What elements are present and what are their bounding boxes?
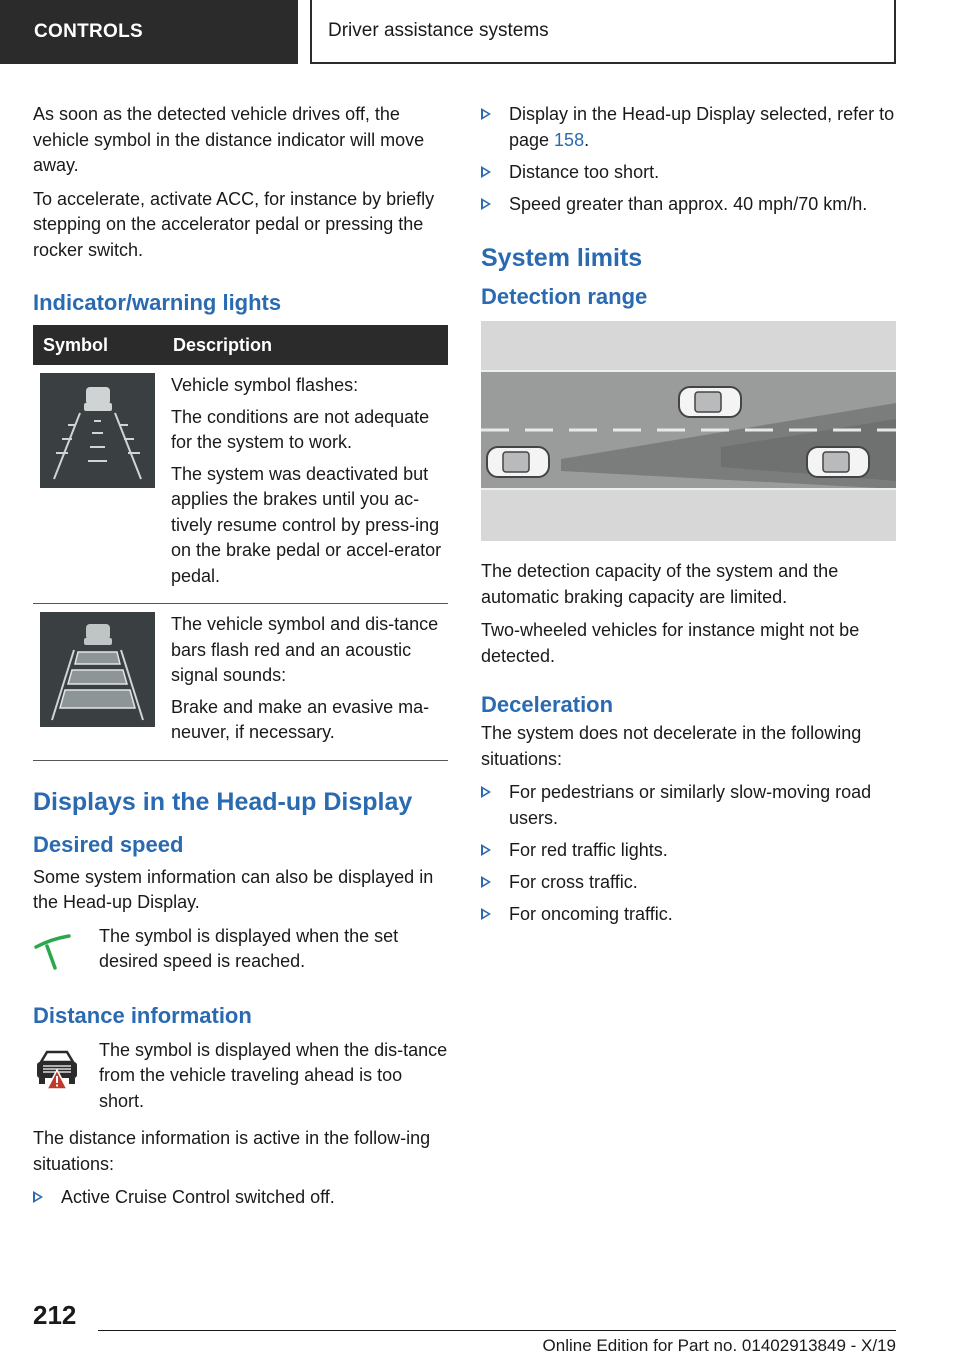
deceleration-paragraph: The system does not decelerate in the following situations:: [481, 723, 862, 769]
distance-warning-car-icon: [33, 1044, 81, 1092]
list-item-text: Display in the Head-up Display selected, refer to page: [509, 104, 895, 150]
symbol-cell: [33, 365, 163, 604]
list-item: [481, 102, 896, 153]
table-row: [33, 365, 448, 604]
desired-speed-reached-icon: [33, 930, 73, 970]
detection-range-heading: Detection range: [481, 284, 648, 309]
page-link[interactable]: 158: [554, 129, 585, 150]
detection-range-illustration: [481, 321, 896, 541]
chapter-title: Driver assistance systems: [310, 0, 896, 64]
list-item-text: For pedestrians or similarly slow-moving road users.: [509, 782, 872, 828]
distance-info-heading: Distance information: [33, 1002, 252, 1028]
distance-info-paragraph: The distance information is active in the follow-ing situations:: [33, 1128, 431, 1174]
desired-speed-symbol-row: [33, 924, 448, 984]
triangle-bullet-icon: [481, 166, 491, 178]
list-item-text: Active Cruise Control switched off.: [61, 1187, 335, 1207]
deceleration-heading: Deceleration: [481, 692, 614, 717]
hud-conditions-list: [481, 102, 896, 217]
own-vehicle-icon: [487, 447, 549, 477]
desired-speed-heading: Desired speed: [33, 831, 184, 857]
triangle-bullet-icon: [481, 908, 491, 920]
desired-speed-paragraph: Some system information can also be displayed in the Head-up Display.: [33, 866, 434, 912]
symbol-cell: [33, 604, 163, 761]
description-line: Vehicle symbol flashes:: [171, 375, 359, 395]
distance-info-symbol-text: The symbol is displayed when the dis-tance from the vehicle traveling ahead is too short.: [99, 1039, 448, 1111]
page-number: 212: [33, 1300, 77, 1330]
deceleration-list: [481, 780, 896, 927]
distance-info-symbol-row: [33, 1038, 448, 1115]
system-limits-heading: System limits: [481, 244, 643, 272]
table-header-symbol: Symbol: [33, 325, 163, 365]
triangle-bullet-icon: [481, 876, 491, 888]
description-line: The conditions are not adequate for the system to work.: [171, 406, 430, 452]
list-item-text: Distance too short.: [509, 161, 660, 182]
list-item: [481, 780, 896, 831]
triangle-bullet-icon: [33, 1191, 43, 1203]
description-line: Brake and make an evasive ma-neuver, if necessary.: [171, 696, 430, 742]
indicator-table: [33, 325, 448, 761]
list-item-text: For cross traffic.: [509, 871, 638, 892]
desired-speed-symbol-text: The symbol is displayed when the set desired speed is reached.: [99, 925, 399, 971]
description-line: The system was deactivated but applies the brakes until you ac-tively resume control by press-ing on the brake pedal or accel-erator pedal.: [171, 463, 442, 586]
detection-paragraph-1: The detection capacity of the system and the automatic braking capacity are limited.: [481, 561, 839, 607]
list-item: [33, 1185, 448, 1211]
triangle-bullet-icon: [481, 198, 491, 210]
edition-note: Online Edition for Part no. 01402913849 - X/19: [542, 1336, 896, 1355]
distance-indicator-vehicle-flashing-icon: [40, 373, 155, 488]
intro-paragraph-1: As soon as the detected vehicle drives off, the vehicle symbol in the distance indicator will move away.: [33, 104, 425, 175]
list-item: [481, 838, 896, 864]
triangle-bullet-icon: [481, 844, 491, 856]
section-tab: CONTROLS: [0, 0, 298, 64]
description-line: The vehicle symbol and dis-tance bars flash red and an acoustic signal sounds:: [171, 614, 439, 685]
footer-divider: [98, 1330, 896, 1331]
list-item-suffix: .: [584, 129, 590, 150]
vehicle-same-lane-icon: [807, 447, 869, 477]
vehicle-ahead-icon: [679, 387, 741, 417]
list-item-text: For oncoming traffic.: [509, 903, 673, 924]
triangle-bullet-icon: [481, 108, 491, 120]
indicator-heading: Indicator/warning lights: [33, 290, 282, 315]
table-header-description: Description: [163, 325, 448, 365]
intro-paragraph-2: To accelerate, activate ACC, for instance by briefly stepping on the accelerator pedal or pressing the rocker switch.: [33, 188, 435, 260]
left-column: [33, 102, 448, 1217]
detection-paragraph-2: Two-wheeled vehicles for instance might not be detected.: [481, 620, 860, 666]
list-item-text: For red traffic lights.: [509, 839, 668, 860]
hud-heading: Displays in the Head-up Display: [33, 787, 413, 816]
distance-info-list: [33, 1185, 448, 1211]
list-item: [481, 160, 896, 186]
right-column: [481, 102, 896, 934]
table-row: [33, 604, 448, 761]
triangle-bullet-icon: [481, 786, 491, 798]
description-cell: [163, 604, 448, 761]
description-cell: [163, 365, 448, 604]
list-item: [481, 192, 896, 218]
distance-bars-red-warning-icon: [40, 612, 155, 727]
list-item: [481, 870, 896, 896]
list-item-text: Speed greater than approx. 40 mph/70 km/h.: [509, 193, 868, 214]
list-item: [481, 902, 896, 928]
